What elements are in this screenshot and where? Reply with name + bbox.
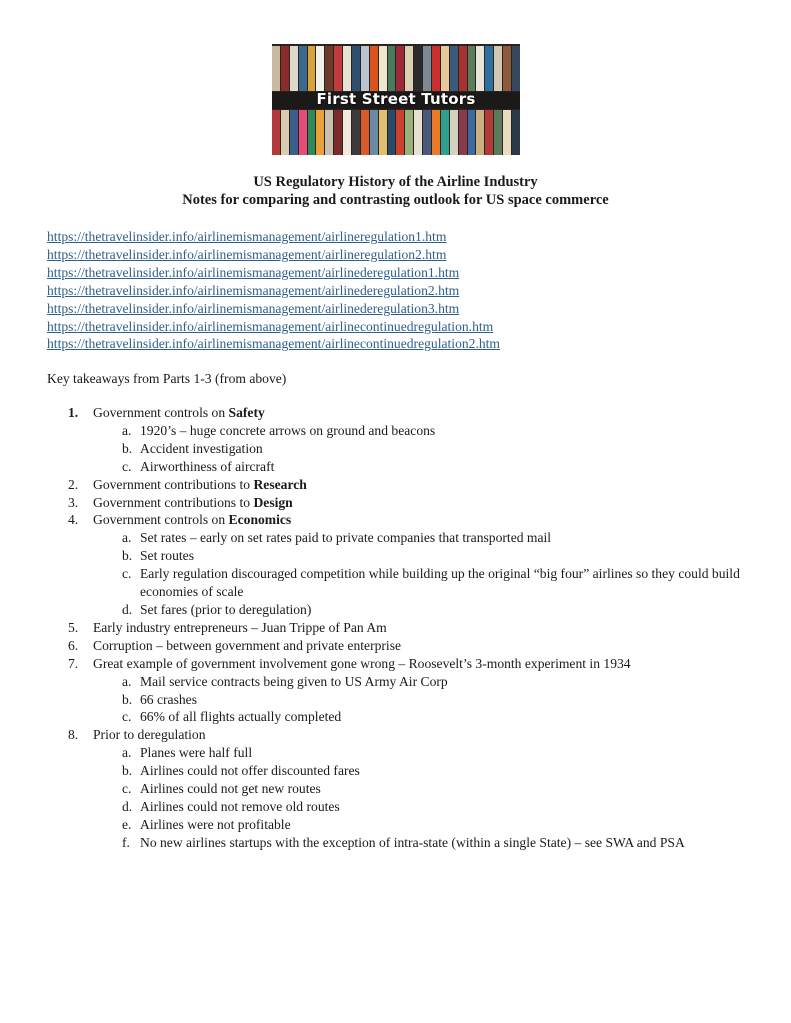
sub-list-item bbox=[47, 762, 747, 780]
sub-list-text: Airworthiness of aircraft bbox=[140, 458, 275, 474]
list-number: 8. bbox=[68, 727, 79, 743]
sub-list-text: Mail service contracts being given to US Army Air Corp bbox=[140, 673, 448, 689]
book-spine bbox=[503, 46, 511, 91]
bookshelf-bottom bbox=[272, 110, 520, 155]
sub-list-letter: c. bbox=[122, 566, 132, 582]
sub-list-letter: e. bbox=[122, 816, 132, 832]
sub-list-letter: c. bbox=[122, 458, 132, 474]
sub-list-text: Set rates – early on set rates paid to private companies that transported mail bbox=[140, 530, 552, 546]
book-spine bbox=[316, 110, 324, 155]
sub-list-item bbox=[47, 691, 747, 709]
sub-list-item bbox=[47, 601, 747, 619]
sub-list-text: Set fares (prior to deregulation) bbox=[140, 601, 312, 617]
reference-link[interactable]: https://thetravelinsider.info/airlinemismanagement/airlinecontinuedregulation.htm bbox=[47, 318, 494, 334]
book-spine bbox=[352, 46, 360, 91]
list-item-text: Government controls on bbox=[93, 405, 229, 420]
sub-list-item bbox=[47, 422, 747, 440]
sub-list-item bbox=[47, 780, 747, 798]
document-title: US Regulatory History of the Airline Industry bbox=[253, 174, 538, 190]
list-item-emphasis: Economics bbox=[228, 512, 292, 528]
book-spine bbox=[432, 110, 440, 155]
sub-list-item bbox=[47, 565, 747, 601]
book-spine bbox=[476, 46, 484, 91]
list-number: 7. bbox=[68, 655, 79, 671]
reference-link[interactable]: https://thetravelinsider.info/airlinemismanagement/airlinecontinuedregulation2.htm bbox=[47, 336, 501, 352]
book-spine bbox=[494, 110, 502, 155]
list-item-text: Government contributions to bbox=[93, 476, 254, 492]
list-item bbox=[47, 511, 747, 529]
book-spine bbox=[379, 46, 387, 91]
intro-text: Key takeaways from Parts 1-3 (from above) bbox=[47, 371, 287, 386]
book-spine bbox=[334, 46, 342, 91]
sub-list-letter: b. bbox=[122, 691, 133, 707]
book-spine bbox=[396, 46, 404, 91]
list-item-text: Corruption – between government and private enterprise bbox=[93, 637, 402, 653]
book-spine bbox=[441, 110, 449, 155]
sub-list-text: Early regulation discouraged competition while building up the original “big four” airlines so they could build economies of scale bbox=[140, 566, 740, 600]
sub-list-letter: b. bbox=[122, 763, 133, 779]
list-item-text: Great example of government involvement gone wrong – Roosevelt’s 3-month experiment in 1934 bbox=[93, 655, 631, 671]
list-item bbox=[47, 619, 747, 637]
sub-list-letter: c. bbox=[122, 709, 132, 725]
book-spine bbox=[370, 110, 378, 155]
book-spine bbox=[494, 46, 502, 91]
book-spine bbox=[405, 110, 413, 155]
list-number: 2. bbox=[68, 476, 79, 492]
reference-link[interactable]: https://thetravelinsider.info/airlinemismanagement/airlineregulation1.htm bbox=[47, 229, 447, 244]
book-spine bbox=[423, 110, 431, 155]
list-item-text: Government contributions to bbox=[93, 494, 254, 510]
list-item-text: Early industry entrepreneurs – Juan Trippe of Pan Am bbox=[93, 619, 387, 635]
reference-link[interactable]: https://thetravelinsider.info/airlinemismanagement/airlinederegulation2.htm bbox=[47, 282, 460, 298]
list-item-emphasis: Safety bbox=[228, 405, 265, 420]
list-item bbox=[47, 476, 747, 494]
book-spine bbox=[468, 46, 476, 91]
book-spine bbox=[450, 46, 458, 91]
book-spine bbox=[299, 46, 307, 91]
book-spine bbox=[290, 110, 298, 155]
book-spine bbox=[281, 46, 289, 91]
sub-list-letter: b. bbox=[122, 548, 133, 564]
bookshelf-top bbox=[272, 46, 520, 91]
book-spine bbox=[325, 110, 333, 155]
book-spine bbox=[361, 110, 369, 155]
book-spine bbox=[459, 46, 467, 91]
logo-banner bbox=[272, 44, 520, 155]
sub-list-text: 1920’s – huge concrete arrows on ground and beacons bbox=[140, 422, 436, 438]
book-spine bbox=[512, 110, 520, 155]
book-spine bbox=[441, 46, 449, 91]
sub-list-item bbox=[47, 744, 747, 762]
list-number: 6. bbox=[68, 637, 79, 653]
list-number: 5. bbox=[68, 619, 79, 635]
book-spine bbox=[476, 110, 484, 155]
book-spine bbox=[343, 110, 351, 155]
book-spine bbox=[423, 46, 431, 91]
list-number: 1. bbox=[68, 405, 79, 420]
sub-list-item bbox=[47, 708, 747, 726]
sub-list-letter: d. bbox=[122, 798, 133, 814]
list-item bbox=[47, 404, 747, 422]
takeaways-list bbox=[47, 404, 747, 852]
sub-list-letter: f. bbox=[122, 834, 130, 850]
book-spine bbox=[396, 110, 404, 155]
sub-list-text: Airlines could not offer discounted fares bbox=[140, 763, 360, 779]
book-spine bbox=[379, 110, 387, 155]
book-spine bbox=[281, 110, 289, 155]
sub-list-item bbox=[47, 547, 747, 565]
sub-list-text: Airlines could not get new routes bbox=[140, 781, 321, 797]
list-item bbox=[47, 637, 747, 655]
book-spine bbox=[308, 110, 316, 155]
book-spine bbox=[308, 46, 316, 91]
list-item bbox=[47, 655, 747, 673]
book-spine bbox=[272, 46, 280, 91]
sub-list-item bbox=[47, 458, 747, 476]
list-item-text: Prior to deregulation bbox=[93, 727, 206, 743]
book-spine bbox=[334, 110, 342, 155]
book-spine bbox=[405, 46, 413, 91]
book-spine bbox=[299, 110, 307, 155]
reference-link[interactable]: https://thetravelinsider.info/airlinemismanagement/airlinederegulation3.htm bbox=[47, 300, 460, 316]
book-spine bbox=[388, 110, 396, 155]
book-spine bbox=[485, 110, 493, 155]
book-spine bbox=[503, 110, 511, 155]
sub-list-text: Set routes bbox=[140, 548, 194, 564]
list-item bbox=[47, 494, 747, 512]
book-spine bbox=[459, 110, 467, 155]
reference-link[interactable]: https://thetravelinsider.info/airlinemismanagement/airlinederegulation1.htm bbox=[47, 264, 460, 280]
sub-list-text: Airlines were not profitable bbox=[140, 816, 291, 832]
book-spine bbox=[414, 46, 422, 91]
list-item bbox=[47, 726, 747, 744]
sub-list-text: Planes were half full bbox=[140, 745, 253, 761]
book-spine bbox=[361, 46, 369, 91]
list-number: 4. bbox=[68, 512, 79, 528]
document-subtitle: Notes for comparing and contrasting outlook for US space commerce bbox=[182, 192, 609, 208]
sub-list-item bbox=[47, 440, 747, 458]
sub-list-text: 66 crashes bbox=[140, 691, 197, 707]
book-spine bbox=[512, 46, 520, 91]
book-spine bbox=[325, 46, 333, 91]
book-spine bbox=[414, 110, 422, 155]
sub-list-text: Accident investigation bbox=[140, 440, 263, 456]
sub-list-letter: d. bbox=[122, 601, 133, 617]
book-spine bbox=[370, 46, 378, 91]
list-item-emphasis: Design bbox=[253, 494, 293, 510]
sub-list-item bbox=[47, 673, 747, 691]
sub-list-letter: a. bbox=[122, 745, 132, 761]
sub-list-text: Airlines could not remove old routes bbox=[140, 798, 340, 814]
sub-list-letter: a. bbox=[122, 422, 132, 438]
book-spine bbox=[352, 110, 360, 155]
book-spine bbox=[316, 46, 324, 91]
reference-links bbox=[47, 228, 500, 353]
sub-list-item bbox=[47, 798, 747, 816]
book-spine bbox=[343, 46, 351, 91]
sub-list-letter: c. bbox=[122, 781, 132, 797]
list-item-text: Government controls on bbox=[93, 512, 229, 528]
sub-list-letter: a. bbox=[122, 673, 132, 689]
logo-text: First Street Tutors bbox=[316, 90, 476, 108]
sub-list-item bbox=[47, 816, 747, 834]
list-item-emphasis: Research bbox=[253, 476, 307, 492]
book-spine bbox=[290, 46, 298, 91]
sub-list-item bbox=[47, 834, 747, 852]
book-spine bbox=[468, 110, 476, 155]
book-spine bbox=[485, 46, 493, 91]
list-number: 3. bbox=[68, 494, 79, 510]
sub-list-item bbox=[47, 529, 747, 547]
book-spine bbox=[388, 46, 396, 91]
book-spine bbox=[272, 110, 280, 155]
sub-list-text: 66% of all flights actually completed bbox=[140, 709, 342, 725]
book-spine bbox=[432, 46, 440, 91]
book-spine bbox=[450, 110, 458, 155]
reference-link[interactable]: https://thetravelinsider.info/airlinemismanagement/airlineregulation2.htm bbox=[47, 246, 447, 262]
sub-list-letter: b. bbox=[122, 440, 133, 456]
sub-list-letter: a. bbox=[122, 530, 132, 546]
sub-list-text: No new airlines startups with the exception of intra-state (within a single State) – see SWA and PSA bbox=[140, 834, 685, 850]
